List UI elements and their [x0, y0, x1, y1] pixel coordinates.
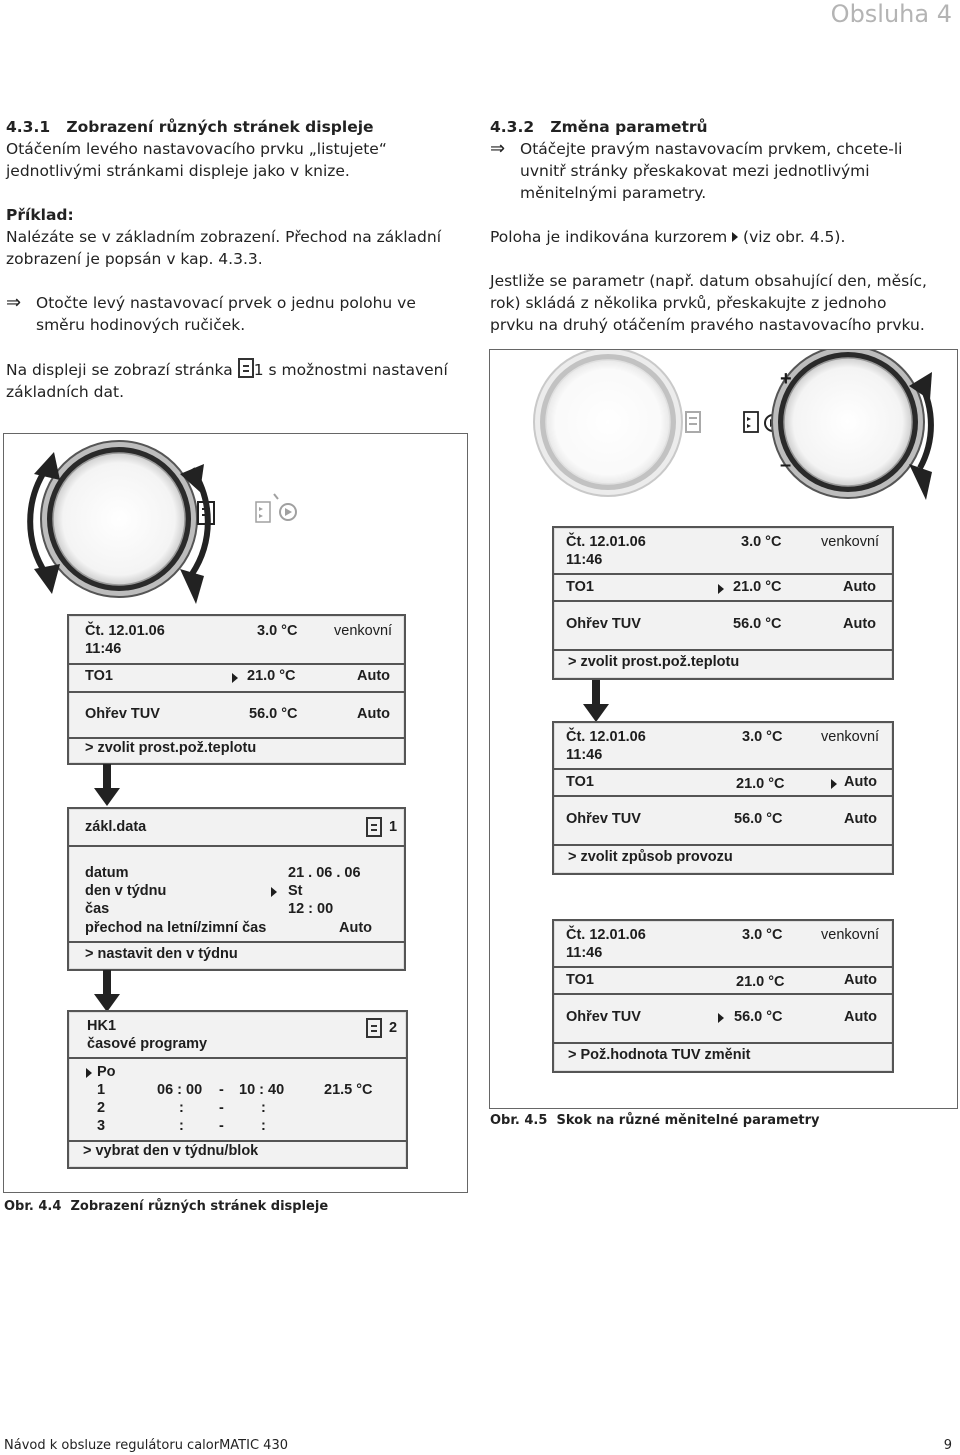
knob-graphic: [4, 434, 467, 634]
down-arrow-icon: [92, 970, 122, 1015]
display-footer: > zvolit prost.pož.teplotu: [85, 740, 257, 756]
display-row-label: Ohřev TUV: [566, 616, 641, 632]
menu-page-icon: [238, 358, 254, 378]
menu-page-icon: [366, 817, 382, 837]
display-row-label: TO1: [566, 774, 594, 790]
display-dash: -: [219, 1118, 224, 1134]
display-block-num: 1: [97, 1082, 106, 1098]
heading-4-3-2: 4.3.2 Změna parametrů: [490, 118, 708, 136]
example-label: Příklad:: [6, 206, 74, 224]
display-param-value: Auto: [339, 920, 373, 936]
step-arrow-icon: ⇒: [490, 138, 506, 159]
step-line: uvnitř stránky přeskakovat mezi jednotlivými: [520, 162, 870, 180]
display-outdoor-temp: 3.0 °C: [742, 927, 783, 943]
display-temp: 21.5 °C: [324, 1082, 373, 1098]
paragraph-line: Jestliže se parametr (např. datum obsahující den, měsíc,: [490, 272, 927, 290]
display-param-value: St: [288, 883, 303, 899]
display-end-time: :: [261, 1100, 266, 1116]
display-footer: > zvolit způsob provozu: [568, 849, 733, 865]
cursor-arrow-icon: [732, 232, 738, 242]
display-block-num: 2: [97, 1100, 106, 1116]
cursor-arrow-icon: [86, 1068, 92, 1078]
display-screen-basic-data: [67, 807, 406, 971]
display-outdoor-label: venkovní: [334, 623, 393, 639]
display-param-value: 12 : 00: [288, 901, 334, 917]
display-row-mode: Auto: [844, 972, 878, 988]
display-row-mode: Auto: [844, 811, 878, 827]
paragraph-line: rok) skládá z několika prvků, přeskakujte z jednoho: [490, 294, 887, 312]
knob-icon: [534, 350, 682, 496]
display-date: Čt. 12.01.06: [566, 729, 646, 745]
display-footer: > nastavit den v týdnu: [85, 946, 238, 962]
paragraph-line: Otáčením levého nastavovacího prvku „listujete“: [6, 140, 387, 158]
display-param-label: den v týdnu: [85, 883, 167, 899]
left-text-block: [6, 116, 476, 403]
paragraph-line: základních dat.: [6, 383, 124, 401]
display-row-value: 21.0 °C: [736, 776, 785, 792]
display-end-time: 10 : 40: [239, 1082, 285, 1098]
display-row-label: TO1: [566, 579, 594, 595]
display-dash: -: [219, 1082, 224, 1098]
section-title: Obsluha 4: [830, 0, 952, 28]
paragraph-line: Na displeji se zobrazí stránka 1 s možnostmi nastavení: [6, 358, 476, 381]
display-row-mode: Auto: [843, 616, 877, 632]
display-time: 11:46: [566, 945, 603, 961]
display-page-number: 2: [389, 1020, 398, 1036]
display-outdoor-temp: 3.0 °C: [741, 534, 782, 550]
display-row-value: 21.0 °C: [733, 579, 782, 595]
step-arrow-icon: ⇒: [6, 292, 22, 313]
display-screen-a: [552, 526, 894, 680]
display-time: 11:46: [566, 552, 603, 568]
display-footer: > Pož.hodnota TUV změnit: [568, 1047, 751, 1063]
display-row-mode: Auto: [843, 579, 877, 595]
display-row-value: 56.0 °C: [734, 1009, 783, 1025]
paragraph-line: jednotlivými stránkami displeje jako v knize.: [6, 162, 350, 180]
right-text-block: [490, 116, 955, 336]
knob-graphic: [490, 350, 957, 530]
figure-caption-4-5: Obr. 4.5 Skok na různé měnitelné parametry: [490, 1113, 820, 1128]
display-dash: -: [219, 1100, 224, 1116]
heading-4-3-1: 4.3.1 Zobrazení různých stránek displeje: [6, 118, 374, 136]
display-row-mode: Auto: [357, 668, 391, 684]
display-row-label: Ohřev TUV: [566, 811, 641, 827]
paragraph-line: Nalézáte se v základním zobrazení. Přechod na základní: [6, 228, 442, 246]
display-row-value: 56.0 °C: [249, 706, 298, 722]
menu-page-icon: [366, 1018, 382, 1038]
display-param-value: 21 . 06 . 06: [288, 865, 361, 881]
display-outdoor-temp: 3.0 °C: [257, 623, 298, 639]
cursor-arrow-icon: [718, 584, 724, 594]
display-screen-c: [552, 919, 894, 1073]
display-outdoor-label: venkovní: [821, 534, 880, 550]
paragraph-line: zobrazení je popsán v kap. 4.3.3.: [6, 250, 263, 268]
display-row-value: 56.0 °C: [733, 616, 782, 632]
down-arrow-icon: [92, 764, 122, 809]
display-row-value: 21.0 °C: [736, 974, 785, 990]
footer-manual-title: Návod k obsluze regulátoru calorMATIC 430: [4, 1438, 288, 1453]
display-outdoor-temp: 3.0 °C: [742, 729, 783, 745]
display-row-label: Ohřev TUV: [566, 1009, 641, 1025]
knob-icon: [41, 441, 197, 597]
display-circuit-title: HK1: [87, 1018, 117, 1034]
cursor-arrow-icon: [232, 673, 238, 683]
display-date: Čt. 12.01.06: [566, 927, 646, 943]
display-page-number: 1: [389, 819, 398, 835]
display-row-value: 21.0 °C: [247, 668, 296, 684]
figure-4-4: [3, 433, 468, 1193]
cursor-arrow-icon: [718, 1013, 724, 1023]
down-arrow-icon: [581, 680, 611, 725]
knob-indicator-icon: [256, 494, 296, 522]
display-page-title: zákl.data: [85, 819, 147, 835]
header-bar: [0, 0, 960, 18]
display-time: 11:46: [85, 641, 122, 657]
display-end-time: :: [261, 1118, 266, 1134]
display-param-label: čas: [85, 901, 110, 917]
knob-icon: [772, 350, 924, 498]
cursor-arrow-icon: [271, 887, 277, 897]
display-param-label: přechod na letní/zimní čas: [85, 920, 267, 936]
display-block-num: 3: [97, 1118, 106, 1134]
display-outdoor-label: venkovní: [821, 729, 880, 745]
display-date: Čt. 12.01.06: [566, 534, 646, 550]
display-row-mode: Auto: [844, 774, 878, 790]
minus-label: –: [780, 454, 792, 476]
display-time: 11:46: [566, 747, 603, 763]
display-row-mode: Auto: [844, 1009, 878, 1025]
paragraph-line: prvku na druhý otáčením pravého nastavovacího prvku.: [490, 316, 925, 334]
display-row-mode: Auto: [357, 706, 391, 722]
display-row-label: Ohřev TUV: [85, 706, 160, 722]
display-param-label: datum: [85, 865, 129, 881]
display-row-value: 56.0 °C: [734, 811, 783, 827]
display-screen-main: [67, 614, 406, 765]
footer-page-number: 9: [943, 1438, 952, 1453]
display-footer: > zvolit prost.pož.teplotu: [568, 654, 740, 670]
display-start-time: :: [179, 1118, 184, 1134]
paragraph-line: Poloha je indikována kurzorem (viz obr. 4.5).: [490, 228, 846, 246]
display-outdoor-label: venkovní: [821, 927, 880, 943]
display-screen-b: [552, 721, 894, 875]
display-row-label: TO1: [566, 972, 594, 988]
figure-caption-4-4: Obr. 4.4 Zobrazení různých stránek displeje: [4, 1199, 329, 1214]
display-start-time: 06 : 00: [157, 1082, 203, 1098]
step-line: měnitelnými parametry.: [520, 184, 707, 202]
display-start-time: :: [179, 1100, 184, 1116]
step-line: směru hodinových ručiček.: [36, 316, 246, 334]
display-page-title: časové programy: [87, 1036, 208, 1052]
display-footer: > vybrat den v týdnu/blok: [83, 1143, 259, 1159]
figure-4-5: [489, 349, 958, 1109]
display-screen-time-programs: [67, 1010, 408, 1169]
step-line: ⇒ Otáčejte pravým nastavovacím prvkem, chcete-li: [490, 138, 903, 159]
step-line: ⇒ Otočte levý nastavovací prvek o jednu polohu ve: [6, 292, 416, 313]
plus-label: +: [780, 368, 792, 390]
display-date: Čt. 12.01.06: [85, 623, 165, 639]
display-row-label: TO1: [85, 668, 113, 684]
cursor-arrow-icon: [831, 779, 837, 789]
display-day: Po: [97, 1064, 116, 1080]
menu-page-icon: [686, 412, 700, 432]
